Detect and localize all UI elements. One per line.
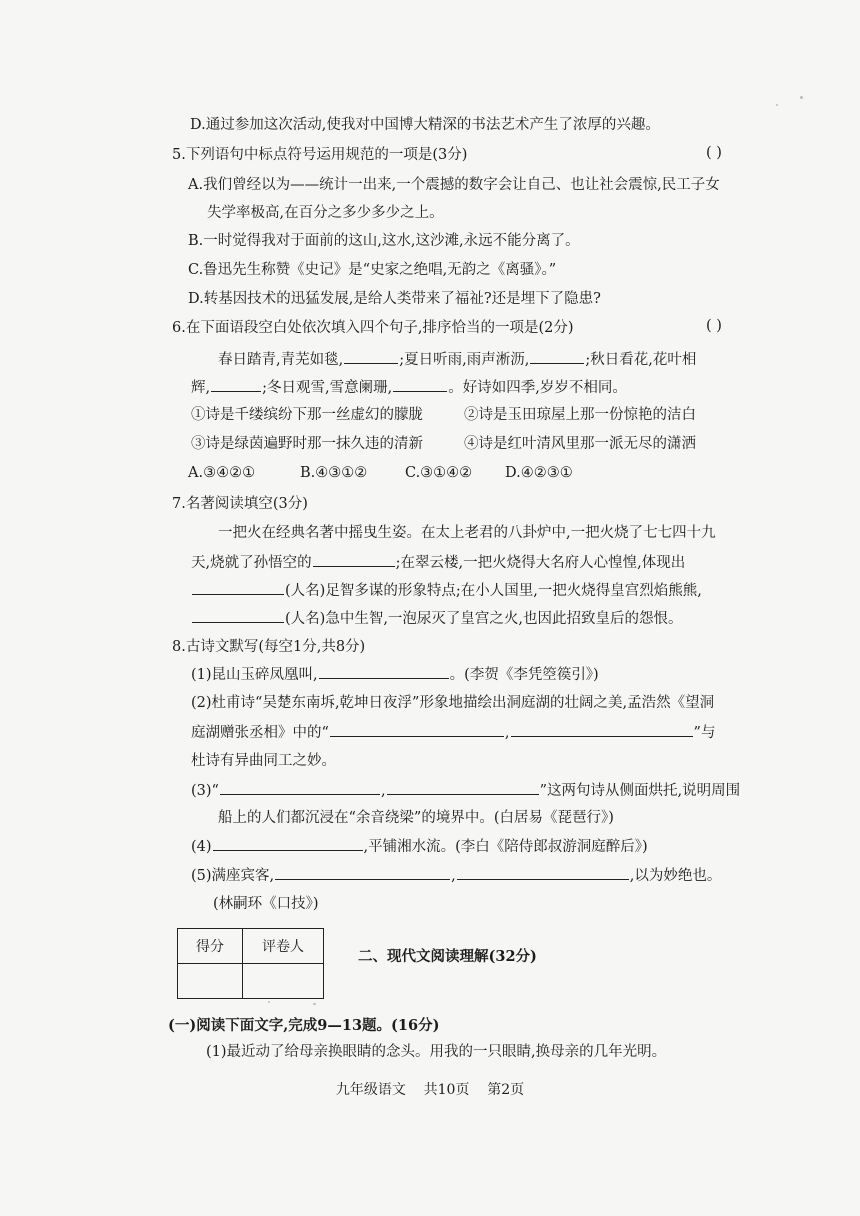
- q8-blank-7[interactable]: [275, 865, 450, 880]
- q6-passage-line1: [218, 349, 696, 370]
- q6-option-a: A.③④②①: [188, 465, 256, 481]
- score-box-grader-cell[interactable]: [243, 964, 324, 999]
- q7-line3: [191, 580, 702, 601]
- q7-stem: 7.名著阅读填空(3分): [172, 496, 308, 512]
- q6-sentence-1: ①诗是千缕缤纷下那一丝虚幻的朦胧: [191, 407, 423, 423]
- score-box-score-cell[interactable]: [178, 964, 243, 999]
- q6-option-c: C.③①④②: [405, 465, 473, 481]
- q8-item5b: ,: [451, 868, 456, 884]
- page-footer: 九年级语文 共10页 第2页: [335, 1082, 525, 1098]
- q6-passage-1a: 春日踏青,青芜如毯,: [218, 352, 344, 368]
- q5-answer-paren: ( ): [706, 145, 722, 161]
- q6-sentence-4: ④诗是红叶清风里那一派无尽的潇洒: [464, 436, 696, 452]
- q8-item3-line2: 船上的人们都沉浸在“余音绕梁”的境界中。(白居易《琵琶行》): [218, 810, 614, 826]
- q7-blank-1[interactable]: [313, 552, 395, 567]
- q7-line2: [191, 552, 685, 573]
- q7-line2b: ;在翠云楼,一把火烧得大名府人心惶惶,体现出: [395, 555, 686, 571]
- q8-item2d: ”与: [693, 725, 716, 741]
- q6-passage-2c: 。好诗如四季,岁岁不相同。: [448, 380, 627, 396]
- q8-blank-2[interactable]: [330, 722, 504, 737]
- q8-item3a: (3)“: [191, 783, 219, 799]
- q8-blank-5[interactable]: [387, 780, 539, 795]
- q6-option-b: B.④③①②: [300, 465, 368, 481]
- part-1-heading: (一)阅读下面文字,完成9—13题。(16分): [168, 1017, 440, 1034]
- q5-option-b: B.一时觉得我对于面前的这山,这水,这沙滩,永远不能分离了。: [188, 233, 580, 249]
- q8-item4: [191, 836, 648, 857]
- scan-speck: [800, 96, 803, 99]
- q8-item5c: ,以为妙绝也。: [629, 868, 722, 884]
- q6-passage-line2: [191, 377, 627, 398]
- q8-item5-source: (林嗣环《口技》): [213, 896, 319, 912]
- q7-line1: 一把火在经典名著中摇曳生姿。在太上老君的八卦炉中,一把火烧了七七四十九: [218, 525, 716, 541]
- q8-blank-1[interactable]: [319, 664, 449, 679]
- score-box-label-grader: 评卷人: [243, 929, 324, 964]
- q6-blank-4[interactable]: [393, 377, 447, 392]
- q8-blank-8[interactable]: [457, 865, 629, 880]
- scan-speck: [268, 1001, 270, 1003]
- q8-stem: 8.古诗文默写(每空1分,共8分): [172, 639, 366, 655]
- q6-passage-2b: ;冬日观雪,雪意阑珊,: [262, 380, 393, 396]
- q6-passage-1c: ;秋日看花,花叶相: [585, 352, 697, 368]
- q6-sentence-2: ②诗是玉田琼屋上那一份惊艳的洁白: [464, 407, 696, 423]
- score-box: [177, 928, 324, 999]
- q8-item3c: ”这两句诗从侧面烘托,说明周围: [539, 783, 741, 799]
- q8-item3b: ,: [380, 783, 386, 799]
- q6-blank-2[interactable]: [530, 349, 584, 364]
- q7-line4: [191, 608, 683, 629]
- q8-item2-line3: 杜诗有异曲同工之妙。: [191, 753, 336, 769]
- q6-passage-2a: 辉,: [191, 380, 211, 396]
- q6-blank-3[interactable]: [211, 377, 261, 392]
- scan-speck: [776, 104, 778, 106]
- q6-sentence-3: ③诗是绿茵遍野时那一抹久违的清新: [191, 436, 423, 452]
- q5-option-a-line1: A.我们曾经以为——统计一出来,一个震撼的数字会让自己、也让社会震惊,民工子女: [188, 177, 720, 193]
- q5-stem: 5.下列语句中标点符号运用规范的一项是(3分): [172, 147, 468, 163]
- q8-item1a: (1)昆山玉碎凤凰叫,: [191, 667, 318, 683]
- q8-item3-line1: [191, 780, 740, 801]
- q5-option-a-line2: 失学率极高,在百分之多少多少之上。: [207, 205, 444, 221]
- q8-item5a: (5)满座宾客,: [191, 868, 275, 884]
- q8-item4a: (4): [191, 839, 212, 855]
- q6-answer-paren: ( ): [706, 318, 722, 334]
- q8-item1: [191, 664, 599, 685]
- q8-item2b: 庭湖赠张丞相》中的“: [191, 725, 329, 741]
- scan-speck: [313, 1003, 316, 1005]
- q7-blank-2[interactable]: [192, 580, 284, 595]
- q8-item2c: ,: [504, 725, 510, 741]
- q8-blank-3[interactable]: [511, 722, 693, 737]
- q7-line3b: (人名)足智多谋的形象特点;在小人国里,一把火烧得皇宫烈焰熊熊,: [285, 583, 702, 599]
- q8-item4b: ,平铺湘水流。(李白《陪侍郎叔游洞庭醉后》): [363, 839, 648, 855]
- q7-blank-3[interactable]: [192, 608, 284, 623]
- q8-item2-line2: [191, 722, 715, 743]
- q6-passage-1b: ;夏日听雨,雨声淅沥,: [399, 352, 530, 368]
- q5-option-c: C.鲁迅先生称赞《史记》是“史家之绝唱,无韵之《离骚》。”: [188, 262, 557, 278]
- q8-item1b: 。(李贺《李凭箜篌引》): [449, 667, 599, 683]
- score-box-label-score: 得分: [178, 929, 243, 964]
- q4-option-d: D.通过参加这次活动,使我对中国博大精深的书法艺术产生了浓厚的兴趣。: [190, 117, 660, 133]
- q8-item5: [191, 865, 721, 886]
- part-1-paragraph-1: (1)最近动了给母亲换眼睛的念头。用我的一只眼睛,换母亲的几年光明。: [206, 1044, 667, 1060]
- q8-blank-6[interactable]: [213, 836, 363, 851]
- q6-stem: 6.在下面语段空白处依次填入四个句子,排序恰当的一项是(2分): [172, 320, 574, 336]
- q6-option-d: D.④②③①: [505, 465, 573, 481]
- q8-item2-line1: (2)杜甫诗“吴楚东南坼,乾坤日夜浮”形象地描绘出洞庭湖的壮阔之美,孟浩然《望洞: [191, 695, 715, 711]
- section-2-title: 二、现代文阅读理解(32分): [358, 948, 537, 965]
- q5-option-d: D.转基因技术的迅猛发展,是给人类带来了福祉?还是埋下了隐患?: [188, 291, 601, 307]
- q8-blank-4[interactable]: [220, 780, 380, 795]
- q6-blank-1[interactable]: [344, 349, 398, 364]
- q7-line4b: (人名)急中生智,一泡尿灭了皇宫之火,也因此招致皇后的怨恨。: [285, 611, 683, 627]
- q7-line2a: 天,烧就了孙悟空的: [191, 555, 312, 571]
